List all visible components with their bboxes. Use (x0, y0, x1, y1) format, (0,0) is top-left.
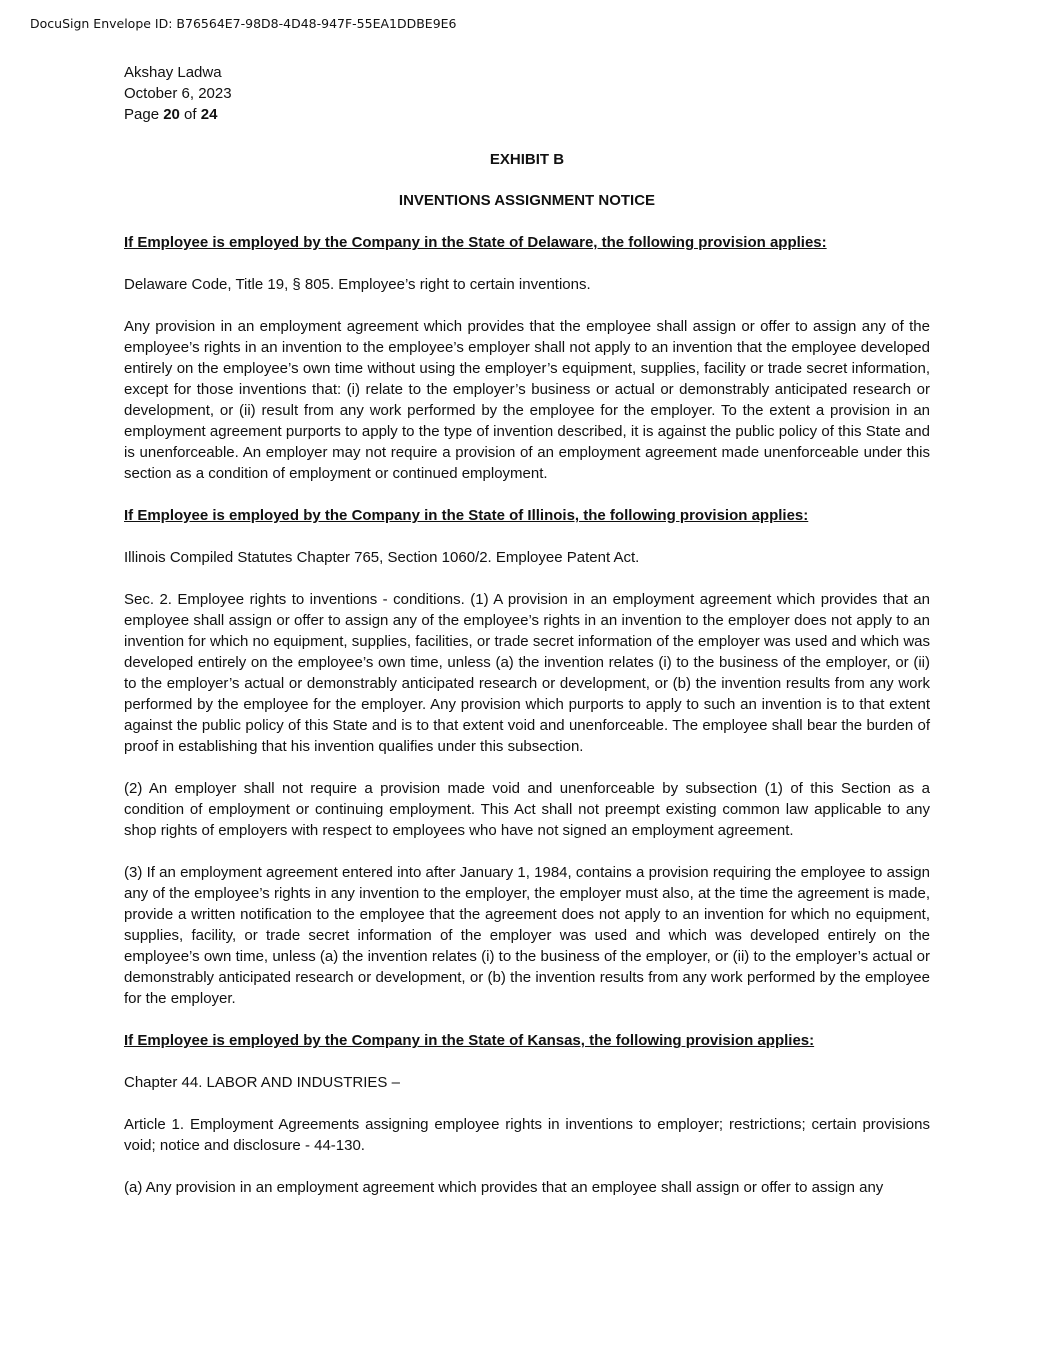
recipient-name: Akshay Ladwa (124, 64, 222, 81)
kansas-article: Article 1. Employment Agreements assigning employee rights in inventions to employer; restrictions; certain provisions void; notice and disclosure - 44-130. (124, 1116, 930, 1154)
exhibit-subtitle: INVENTIONS ASSIGNMENT NOTICE (398, 192, 656, 209)
docusign-envelope-id: DocuSign Envelope ID: B76564E7-98D8-4D48-947F-55EA1DDBE9E6 (30, 16, 457, 31)
illinois-paragraph-1: Sec. 2. Employee rights to inventions - conditions. (1) A provision in an employment agreement which provides that an employee shall assign or offer to assign any of the employee’s rights in an invention to the employer does not apply to an invention for which no equipment, supplies, facilities, or trade secret information of the employer was used and which was developed entirely on the employee’s own time, unless (a) the invention relates (i) to the business of the employer, or (ii) to the employer’s actual or demonstrably anticipated research or development, or (b) the invention results from any work performed by the employee for the employer. Any provision which purports to apply to such an invention is to that extent against the public policy of this State and is to that extent void and unenforceable. The employee shall bear the burden of proof in establishing that his invention qualifies under this subsection. (124, 591, 930, 755)
kansas-chapter: Chapter 44. LABOR AND INDUSTRIES – (124, 1074, 400, 1091)
exhibit-title: EXHIBIT B (489, 151, 565, 168)
page-of: of (179, 106, 201, 123)
page-total: 24 (200, 106, 218, 123)
illinois-paragraph-3: (3) If an employment agreement entered into after January 1, 1984, contains a provision requiring the employee to assign any of the employee’s rights in any invention to the employer, the employer must also, at the time the agreement is made, provide a written notification to the employee that the agreement does not apply to an invention for which no equipment, supplies, facility, or trade secret information of the employer was used and which was developed entirely on the employee’s own time, unless (a) the invention relates (i) to the business of the employer, or (ii) to the employer’s actual or demonstrably anticipated research or development, or (b) the invention results from any work performed by the employee for the employer. (124, 864, 930, 1007)
kansas-heading: If Employee is employed by the Company in the State of Kansas, the following provision applies: (124, 1032, 815, 1049)
document-page (124, 62, 930, 1198)
illinois-heading: If Employee is employed by the Company in the State of Illinois, the following provision applies: (124, 507, 809, 524)
letter-header (124, 62, 930, 125)
illinois-paragraph-2: (2) An employer shall not require a provision made void and unenforceable by subsection (1) of this Section as a condition of employment or continuing employment. This Act shall not preempt existing common law applicable to any shop rights of employers with respect to employees who have not signed an employment agreement. (124, 780, 930, 839)
page-prefix: Page (124, 106, 164, 123)
delaware-code: Delaware Code, Title 19, § 805. Employee’s right to certain inventions. (124, 276, 591, 293)
page-number (124, 104, 930, 125)
kansas-paragraph-a: (a) Any provision in an employment agreement which provides that an employee shall assign or offer to assign any (124, 1179, 884, 1196)
page-current: 20 (163, 106, 180, 123)
letter-date: October 6, 2023 (124, 85, 232, 102)
illinois-code: Illinois Compiled Statutes Chapter 765, Section 1060/2. Employee Patent Act. (124, 549, 640, 566)
delaware-heading: If Employee is employed by the Company in the State of Delaware, the following provision applies: (124, 234, 827, 251)
delaware-body: Any provision in an employment agreement which provides that the employee shall assign or offer to assign any of the employee’s rights in an invention to the employee’s employer shall not apply to an invention that the employee developed entirely on the employee’s own time without using the employer’s equipment, supplies, facility or trade secret information, except for those inventions that: (i) relate to the employer’s business or actual or demonstrably anticipated research or development, or (ii) result from any work performed by the employee for the employer. To the extent a provision in an employment agreement purports to apply to the type of invention described, it is against the public policy of this State and is unenforceable. An employer may not require a provision of an employment agreement made unenforceable under this section as a condition of employment or continued employment. (124, 318, 930, 482)
